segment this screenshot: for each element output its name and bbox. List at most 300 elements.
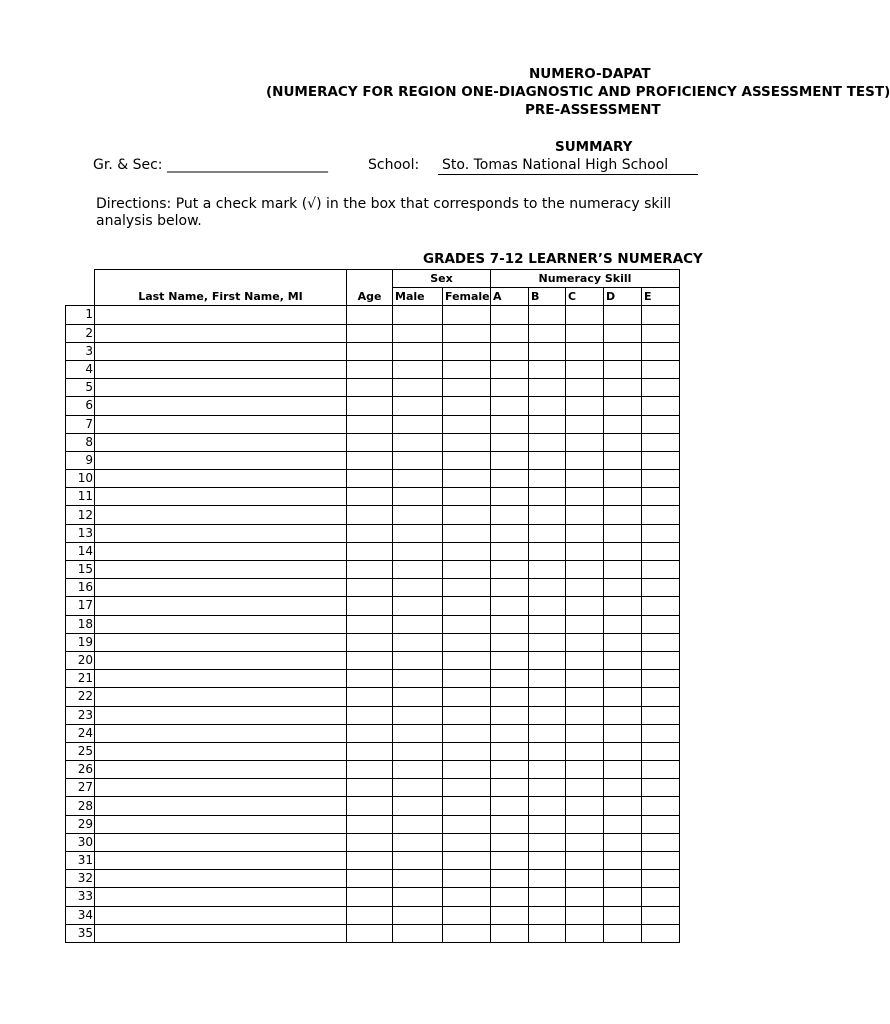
male-cell[interactable] [393,579,443,597]
skill-c-cell[interactable] [566,870,604,888]
age-cell[interactable] [347,579,393,597]
age-cell[interactable] [347,360,393,378]
skill-a-cell[interactable] [491,415,529,433]
skill-a-cell[interactable] [491,615,529,633]
male-cell[interactable] [393,706,443,724]
skill-b-cell[interactable] [529,852,566,870]
skill-c-cell[interactable] [566,379,604,397]
skill-b-cell[interactable] [529,633,566,651]
female-cell[interactable] [443,651,491,669]
skill-e-cell[interactable] [642,470,680,488]
skill-d-cell[interactable] [604,924,642,942]
skill-b-cell[interactable] [529,488,566,506]
male-cell[interactable] [393,833,443,851]
name-cell[interactable] [95,870,347,888]
skill-b-cell[interactable] [529,342,566,360]
female-cell[interactable] [443,706,491,724]
skill-e-cell[interactable] [642,870,680,888]
skill-b-cell[interactable] [529,397,566,415]
skill-a-cell[interactable] [491,724,529,742]
male-cell[interactable] [393,488,443,506]
skill-b-cell[interactable] [529,561,566,579]
skill-a-cell[interactable] [491,542,529,560]
skill-a-cell[interactable] [491,451,529,469]
skill-c-cell[interactable] [566,833,604,851]
female-cell[interactable] [443,797,491,815]
male-cell[interactable] [393,742,443,760]
skill-d-cell[interactable] [604,852,642,870]
female-cell[interactable] [443,815,491,833]
skill-b-cell[interactable] [529,797,566,815]
age-cell[interactable] [347,633,393,651]
skill-e-cell[interactable] [642,597,680,615]
male-cell[interactable] [393,524,443,542]
skill-a-cell[interactable] [491,433,529,451]
skill-e-cell[interactable] [642,397,680,415]
skill-a-cell[interactable] [491,651,529,669]
female-cell[interactable] [443,433,491,451]
skill-a-cell[interactable] [491,924,529,942]
skill-e-cell[interactable] [642,615,680,633]
age-cell[interactable] [347,761,393,779]
skill-b-cell[interactable] [529,779,566,797]
skill-e-cell[interactable] [642,415,680,433]
skill-e-cell[interactable] [642,579,680,597]
male-cell[interactable] [393,379,443,397]
male-cell[interactable] [393,451,443,469]
age-cell[interactable] [347,342,393,360]
name-cell[interactable] [95,433,347,451]
name-cell[interactable] [95,670,347,688]
female-cell[interactable] [443,360,491,378]
name-cell[interactable] [95,852,347,870]
skill-c-cell[interactable] [566,579,604,597]
female-cell[interactable] [443,761,491,779]
skill-d-cell[interactable] [604,797,642,815]
age-cell[interactable] [347,724,393,742]
skill-b-cell[interactable] [529,888,566,906]
skill-c-cell[interactable] [566,761,604,779]
skill-c-cell[interactable] [566,397,604,415]
skill-a-cell[interactable] [491,870,529,888]
skill-a-cell[interactable] [491,906,529,924]
skill-a-cell[interactable] [491,779,529,797]
female-cell[interactable] [443,670,491,688]
skill-e-cell[interactable] [642,724,680,742]
male-cell[interactable] [393,324,443,342]
skill-c-cell[interactable] [566,451,604,469]
skill-d-cell[interactable] [604,742,642,760]
name-cell[interactable] [95,524,347,542]
name-cell[interactable] [95,324,347,342]
skill-d-cell[interactable] [604,433,642,451]
skill-b-cell[interactable] [529,415,566,433]
skill-b-cell[interactable] [529,597,566,615]
skill-c-cell[interactable] [566,561,604,579]
male-cell[interactable] [393,870,443,888]
skill-e-cell[interactable] [642,924,680,942]
male-cell[interactable] [393,542,443,560]
skill-e-cell[interactable] [642,888,680,906]
skill-d-cell[interactable] [604,415,642,433]
male-cell[interactable] [393,433,443,451]
skill-c-cell[interactable] [566,524,604,542]
skill-d-cell[interactable] [604,488,642,506]
male-cell[interactable] [393,342,443,360]
name-cell[interactable] [95,779,347,797]
skill-c-cell[interactable] [566,360,604,378]
female-cell[interactable] [443,742,491,760]
age-cell[interactable] [347,597,393,615]
age-cell[interactable] [347,524,393,542]
age-cell[interactable] [347,415,393,433]
male-cell[interactable] [393,415,443,433]
skill-e-cell[interactable] [642,797,680,815]
skill-d-cell[interactable] [604,633,642,651]
skill-d-cell[interactable] [604,360,642,378]
skill-c-cell[interactable] [566,852,604,870]
skill-b-cell[interactable] [529,306,566,324]
skill-d-cell[interactable] [604,906,642,924]
male-cell[interactable] [393,761,443,779]
age-cell[interactable] [347,706,393,724]
skill-c-cell[interactable] [566,706,604,724]
male-cell[interactable] [393,561,443,579]
female-cell[interactable] [443,852,491,870]
age-cell[interactable] [347,542,393,560]
skill-c-cell[interactable] [566,306,604,324]
female-cell[interactable] [443,379,491,397]
name-cell[interactable] [95,761,347,779]
skill-a-cell[interactable] [491,306,529,324]
skill-c-cell[interactable] [566,633,604,651]
skill-d-cell[interactable] [604,561,642,579]
skill-b-cell[interactable] [529,688,566,706]
female-cell[interactable] [443,688,491,706]
name-cell[interactable] [95,633,347,651]
skill-c-cell[interactable] [566,906,604,924]
skill-d-cell[interactable] [604,888,642,906]
skill-d-cell[interactable] [604,451,642,469]
female-cell[interactable] [443,542,491,560]
skill-e-cell[interactable] [642,688,680,706]
female-cell[interactable] [443,579,491,597]
male-cell[interactable] [393,615,443,633]
skill-e-cell[interactable] [642,833,680,851]
name-cell[interactable] [95,888,347,906]
skill-b-cell[interactable] [529,651,566,669]
skill-e-cell[interactable] [642,342,680,360]
name-cell[interactable] [95,451,347,469]
name-cell[interactable] [95,815,347,833]
age-cell[interactable] [347,615,393,633]
age-cell[interactable] [347,379,393,397]
skill-a-cell[interactable] [491,706,529,724]
male-cell[interactable] [393,724,443,742]
skill-e-cell[interactable] [642,488,680,506]
skill-b-cell[interactable] [529,742,566,760]
skill-a-cell[interactable] [491,561,529,579]
skill-e-cell[interactable] [642,906,680,924]
age-cell[interactable] [347,870,393,888]
skill-d-cell[interactable] [604,815,642,833]
name-cell[interactable] [95,688,347,706]
age-cell[interactable] [347,324,393,342]
skill-a-cell[interactable] [491,833,529,851]
skill-e-cell[interactable] [642,360,680,378]
female-cell[interactable] [443,724,491,742]
age-cell[interactable] [347,906,393,924]
skill-c-cell[interactable] [566,470,604,488]
age-cell[interactable] [347,852,393,870]
name-cell[interactable] [95,342,347,360]
name-cell[interactable] [95,651,347,669]
age-cell[interactable] [347,779,393,797]
age-cell[interactable] [347,488,393,506]
female-cell[interactable] [443,888,491,906]
skill-e-cell[interactable] [642,306,680,324]
skill-c-cell[interactable] [566,415,604,433]
skill-c-cell[interactable] [566,506,604,524]
male-cell[interactable] [393,852,443,870]
skill-d-cell[interactable] [604,870,642,888]
skill-c-cell[interactable] [566,670,604,688]
skill-e-cell[interactable] [642,561,680,579]
skill-e-cell[interactable] [642,379,680,397]
age-cell[interactable] [347,651,393,669]
skill-e-cell[interactable] [642,524,680,542]
age-cell[interactable] [347,306,393,324]
female-cell[interactable] [443,597,491,615]
skill-a-cell[interactable] [491,470,529,488]
skill-e-cell[interactable] [642,651,680,669]
skill-d-cell[interactable] [604,779,642,797]
skill-a-cell[interactable] [491,342,529,360]
male-cell[interactable] [393,597,443,615]
male-cell[interactable] [393,306,443,324]
skill-c-cell[interactable] [566,688,604,706]
skill-d-cell[interactable] [604,470,642,488]
skill-d-cell[interactable] [604,579,642,597]
name-cell[interactable] [95,706,347,724]
skill-d-cell[interactable] [604,542,642,560]
male-cell[interactable] [393,397,443,415]
female-cell[interactable] [443,342,491,360]
skill-c-cell[interactable] [566,724,604,742]
skill-d-cell[interactable] [604,342,642,360]
skill-b-cell[interactable] [529,360,566,378]
skill-b-cell[interactable] [529,324,566,342]
skill-d-cell[interactable] [604,833,642,851]
skill-a-cell[interactable] [491,852,529,870]
skill-e-cell[interactable] [642,742,680,760]
skill-b-cell[interactable] [529,379,566,397]
skill-b-cell[interactable] [529,761,566,779]
skill-c-cell[interactable] [566,651,604,669]
male-cell[interactable] [393,906,443,924]
skill-a-cell[interactable] [491,360,529,378]
female-cell[interactable] [443,633,491,651]
skill-d-cell[interactable] [604,724,642,742]
skill-e-cell[interactable] [642,324,680,342]
skill-b-cell[interactable] [529,470,566,488]
male-cell[interactable] [393,470,443,488]
age-cell[interactable] [347,561,393,579]
name-cell[interactable] [95,579,347,597]
name-cell[interactable] [95,397,347,415]
skill-e-cell[interactable] [642,633,680,651]
skill-a-cell[interactable] [491,797,529,815]
female-cell[interactable] [443,306,491,324]
name-cell[interactable] [95,506,347,524]
female-cell[interactable] [443,324,491,342]
skill-b-cell[interactable] [529,451,566,469]
skill-a-cell[interactable] [491,670,529,688]
skill-e-cell[interactable] [642,852,680,870]
skill-d-cell[interactable] [604,615,642,633]
skill-a-cell[interactable] [491,888,529,906]
age-cell[interactable] [347,815,393,833]
skill-c-cell[interactable] [566,433,604,451]
skill-b-cell[interactable] [529,433,566,451]
female-cell[interactable] [443,779,491,797]
skill-d-cell[interactable] [604,688,642,706]
skill-e-cell[interactable] [642,542,680,560]
skill-d-cell[interactable] [604,524,642,542]
skill-d-cell[interactable] [604,379,642,397]
male-cell[interactable] [393,924,443,942]
female-cell[interactable] [443,470,491,488]
skill-b-cell[interactable] [529,906,566,924]
name-cell[interactable] [95,924,347,942]
male-cell[interactable] [393,779,443,797]
age-cell[interactable] [347,433,393,451]
skill-b-cell[interactable] [529,924,566,942]
skill-b-cell[interactable] [529,833,566,851]
age-cell[interactable] [347,924,393,942]
male-cell[interactable] [393,360,443,378]
name-cell[interactable] [95,906,347,924]
skill-c-cell[interactable] [566,615,604,633]
skill-d-cell[interactable] [604,597,642,615]
name-cell[interactable] [95,724,347,742]
skill-b-cell[interactable] [529,506,566,524]
skill-b-cell[interactable] [529,706,566,724]
skill-c-cell[interactable] [566,797,604,815]
female-cell[interactable] [443,451,491,469]
age-cell[interactable] [347,688,393,706]
male-cell[interactable] [393,888,443,906]
female-cell[interactable] [443,415,491,433]
skill-e-cell[interactable] [642,433,680,451]
female-cell[interactable] [443,870,491,888]
name-cell[interactable] [95,488,347,506]
skill-b-cell[interactable] [529,542,566,560]
male-cell[interactable] [393,797,443,815]
female-cell[interactable] [443,906,491,924]
skill-d-cell[interactable] [604,706,642,724]
name-cell[interactable] [95,561,347,579]
skill-c-cell[interactable] [566,924,604,942]
name-cell[interactable] [95,379,347,397]
male-cell[interactable] [393,633,443,651]
age-cell[interactable] [347,506,393,524]
skill-c-cell[interactable] [566,324,604,342]
skill-b-cell[interactable] [529,870,566,888]
skill-c-cell[interactable] [566,597,604,615]
skill-d-cell[interactable] [604,306,642,324]
male-cell[interactable] [393,688,443,706]
female-cell[interactable] [443,833,491,851]
skill-a-cell[interactable] [491,397,529,415]
female-cell[interactable] [443,524,491,542]
age-cell[interactable] [347,470,393,488]
age-cell[interactable] [347,888,393,906]
female-cell[interactable] [443,488,491,506]
skill-a-cell[interactable] [491,579,529,597]
name-cell[interactable] [95,360,347,378]
skill-d-cell[interactable] [604,324,642,342]
skill-a-cell[interactable] [491,488,529,506]
skill-d-cell[interactable] [604,397,642,415]
skill-d-cell[interactable] [604,506,642,524]
skill-a-cell[interactable] [491,324,529,342]
male-cell[interactable] [393,651,443,669]
skill-a-cell[interactable] [491,815,529,833]
skill-d-cell[interactable] [604,670,642,688]
skill-b-cell[interactable] [529,670,566,688]
skill-b-cell[interactable] [529,579,566,597]
skill-e-cell[interactable] [642,761,680,779]
skill-c-cell[interactable] [566,779,604,797]
age-cell[interactable] [347,451,393,469]
name-cell[interactable] [95,797,347,815]
skill-d-cell[interactable] [604,651,642,669]
skill-a-cell[interactable] [491,597,529,615]
skill-e-cell[interactable] [642,815,680,833]
skill-e-cell[interactable] [642,506,680,524]
skill-e-cell[interactable] [642,779,680,797]
female-cell[interactable] [443,561,491,579]
skill-a-cell[interactable] [491,506,529,524]
female-cell[interactable] [443,506,491,524]
male-cell[interactable] [393,670,443,688]
skill-e-cell[interactable] [642,670,680,688]
age-cell[interactable] [347,670,393,688]
skill-c-cell[interactable] [566,542,604,560]
age-cell[interactable] [347,742,393,760]
skill-a-cell[interactable] [491,379,529,397]
skill-b-cell[interactable] [529,615,566,633]
skill-b-cell[interactable] [529,524,566,542]
skill-e-cell[interactable] [642,706,680,724]
female-cell[interactable] [443,615,491,633]
skill-c-cell[interactable] [566,888,604,906]
name-cell[interactable] [95,415,347,433]
skill-c-cell[interactable] [566,742,604,760]
skill-c-cell[interactable] [566,815,604,833]
name-cell[interactable] [95,833,347,851]
male-cell[interactable] [393,506,443,524]
skill-c-cell[interactable] [566,488,604,506]
name-cell[interactable] [95,306,347,324]
skill-b-cell[interactable] [529,724,566,742]
skill-a-cell[interactable] [491,742,529,760]
female-cell[interactable] [443,924,491,942]
skill-a-cell[interactable] [491,633,529,651]
skill-c-cell[interactable] [566,342,604,360]
male-cell[interactable] [393,815,443,833]
